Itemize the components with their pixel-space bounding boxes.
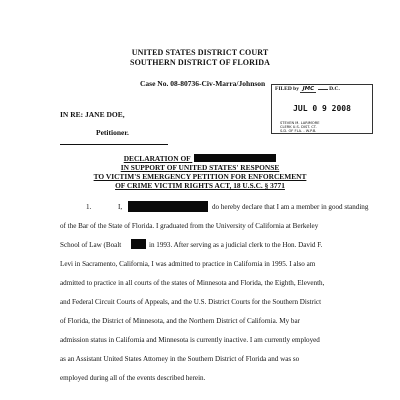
body-line-8: admission status in California and Minnesota is currently inactive. I am currently employed <box>60 336 320 344</box>
filed-suffix: D.C. <box>329 86 340 92</box>
declaration-title-line3: TO VICTIM'S EMERGENCY PETITION FOR ENFORCEMENT <box>93 172 307 181</box>
court-name: UNITED STATES DISTRICT COURT <box>131 48 269 57</box>
clerk-line: S.D. OF FLA. - W.P.B. <box>280 129 317 134</box>
body-line-2: of the Bar of the State of Florida. I graduated from the University of California at Berkeley <box>60 222 319 230</box>
court-district: SOUTHERN DISTRICT OF FLORIDA <box>130 58 270 67</box>
filed-by-label: FILED by <box>275 86 299 92</box>
body-line-3b: in 1993. After serving as a judicial clerk to the Hon. David F. <box>149 241 323 249</box>
filed-stamp <box>271 84 373 134</box>
clerk-block <box>280 121 320 134</box>
declaration-title-line1 <box>0 154 400 163</box>
clerk-line: STEVEN M. LARIMORE <box>280 121 320 125</box>
filed-by-line <box>275 86 340 93</box>
paragraph-number: 1. <box>86 203 92 211</box>
body-line-4: Levi in Sacramento, California, I was admitted to practice in California in 1995. I also am <box>60 260 316 268</box>
body-line-5: admitted to practice in all courts of the states of Minnesota and Florida, the Eighth, Eleventh, <box>60 279 325 287</box>
redaction-block <box>128 201 208 212</box>
filed-by-signature: JMC <box>300 86 316 93</box>
declarant-pronoun: I, <box>118 203 123 211</box>
declaration-title-prefix: DECLARATION OF <box>123 154 191 163</box>
case-number: Case No. 08-80736-Civ-Marra/Johnson <box>140 79 266 88</box>
body-line-3a: School of Law (Boalt <box>60 241 122 249</box>
in-re-caption: IN RE: JANE DOE, <box>60 110 125 119</box>
clerk-line: CLERK U.S. DIST. CT. <box>280 125 317 130</box>
declaration-title-line2: IN SUPPORT OF UNITED STATES' RESPONSE <box>120 163 280 172</box>
body-line-10: employed during all of the events described herein. <box>60 374 206 382</box>
declaration-title-line4: OF CRIME VICTIM RIGHTS ACT, 18 U.S.C. § 3771 <box>115 181 285 190</box>
filed-date: JUL 0 9 2008 <box>293 104 351 113</box>
redaction-block <box>194 154 276 162</box>
body-line-7: of Florida, the District of Minnesota, and the Northern District of California. My bar <box>60 317 300 325</box>
body-line-9: as an Assistant United States Attorney in the Southern District of Florida and was so <box>60 355 300 363</box>
redaction-block <box>131 239 146 249</box>
petitioner-label: Petitioner. <box>96 128 129 137</box>
body-line-1: do hereby declare that I am a member in good standing <box>212 203 369 211</box>
body-line-6: and Federal Circuit Courts of Appeals, and the U.S. District Courts for the Southern District <box>60 298 322 306</box>
caption-rule <box>60 144 168 145</box>
